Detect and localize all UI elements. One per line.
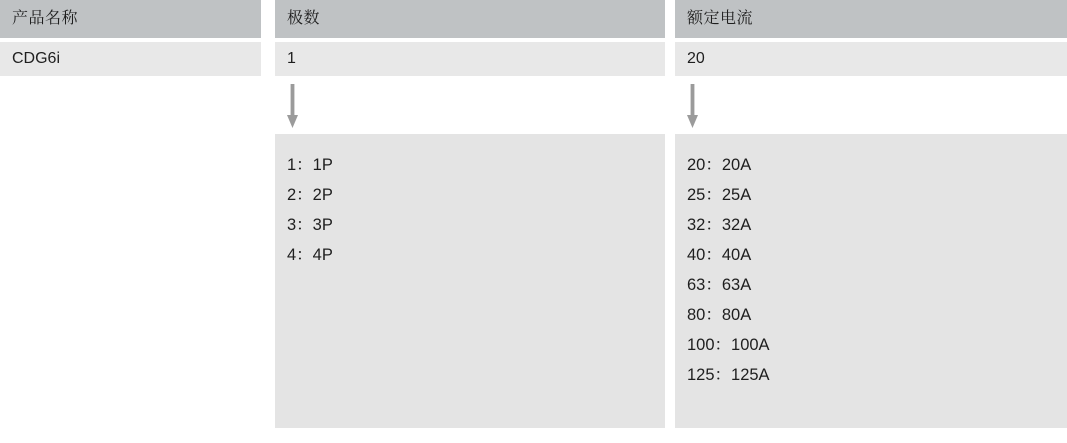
column-value-pole-count: 1 [275, 42, 665, 76]
column-header-product-name: 产品名称 [0, 0, 261, 38]
legend-item: 100：100A [687, 336, 770, 354]
column-value-rated-current: 20 [675, 42, 1067, 76]
legend-item: 20：20A [687, 156, 752, 174]
legend-pole-count [275, 134, 665, 428]
down-arrow-icon [287, 84, 298, 128]
legend-item: 4：4P [287, 246, 333, 264]
down-arrow-icon [687, 84, 698, 128]
column-value-product-name: CDG6i [0, 42, 261, 76]
legend-item: 125：125A [687, 366, 770, 384]
legend-rated-current [675, 134, 1067, 428]
column-header-rated-current: 额定电流 [675, 0, 1067, 38]
legend-item: 3：3P [287, 216, 333, 234]
legend-item: 2：2P [287, 186, 333, 204]
legend-item: 40：40A [687, 246, 752, 264]
arrow-container-rated-current [675, 76, 1067, 134]
column-header-pole-count: 极数 [275, 0, 665, 38]
legend-item: 80：80A [687, 306, 752, 324]
legend-item: 32：32A [687, 216, 752, 234]
legend-item: 1：1P [287, 156, 333, 174]
diagram-column-pole-count [275, 0, 665, 428]
diagram-column-rated-current [675, 0, 1067, 428]
arrow-container-pole-count [275, 76, 665, 134]
diagram-column-product-name [0, 0, 261, 76]
legend-item: 25：25A [687, 186, 752, 204]
legend-item: 63：63A [687, 276, 752, 294]
